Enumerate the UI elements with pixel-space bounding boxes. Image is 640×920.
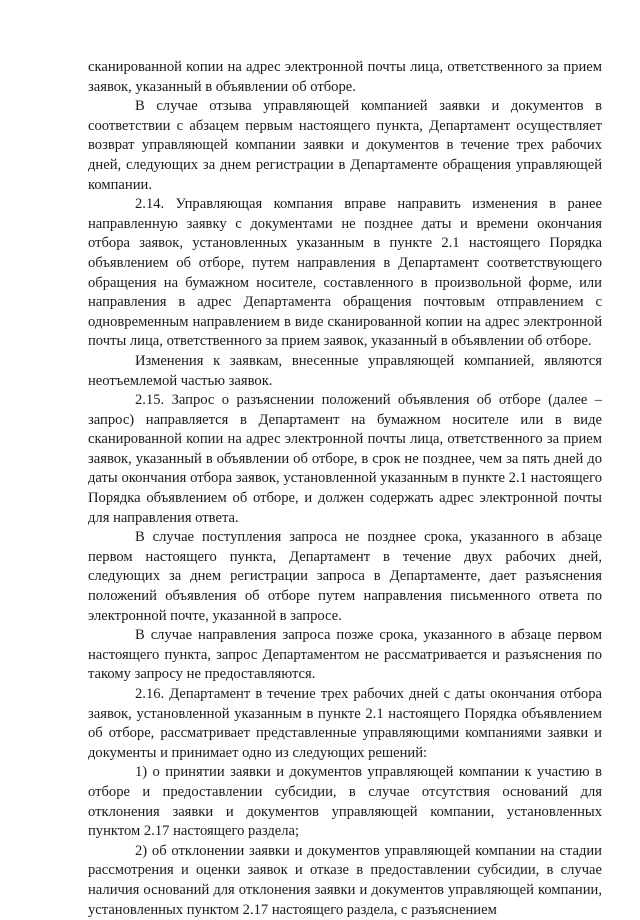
paragraph-2-15: 2.15. Запрос о разъяснении положений объявления об отборе (далее – запрос) направляется в Департамент на бумажном носителе или в виде сканированной копии на адрес электронной почты лица, ответственного за прием заявок, указанный в объявлении об отборе, в срок не позднее, чем за пять дней до даты окончания отбора заявок, установленной указанным в пункте 2.1 настоящего Порядка объявлением об отборе, и должен содержать адрес электронной почты для направления ответа.	[88, 392, 602, 526]
paragraph-request-received: В случае поступления запроса не позднее срока, указанного в абзаце первом настоящего пункта, Департамент в течение двух рабочих дней, следующих за днем регистрации запроса в Департаменте, дает разъяснения положений объявления об отборе путем направления письменного ответа по электронной почте, указанной в запросе.	[88, 529, 602, 624]
paragraph-decision-1: 1) о принятии заявки и документов управляющей компании к участию в отборе и предоставлении субсидии, в случае отсутствия оснований для отклонения заявки и документов управляющей компании, установленных пунктом 2.17 настоящего раздела;	[88, 764, 602, 840]
paragraph-2-14: 2.14. Управляющая компания вправе направить изменения в ранее направленную заявку с документами не позднее даты и времени окончания отбора заявок, установленных указанным в пункте 2.1 настоящего Порядка объявлением об отборе, путем направления в Департамент соответствующего обращения на бумажном носителе, составленного в произвольной форме, или направления в адрес Департамента обращения почтовым отправлением с одновременным направлением в виде сканированной копии на адрес электронной почты лица, ответственного за прием заявок, указанный в объявлении об отборе.	[88, 196, 602, 350]
paragraph-2-16: 2.16. Департамент в течение трех рабочих дней с даты окончания отбора заявок, установленной указанным в пункте 2.1 настоящего Порядка объявлением об отборе, рассматривает представленные управляющими компаниями заявки и документы и принимает одно из следующих решений:	[88, 686, 602, 761]
paragraph-request-late: В случае направления запроса позже срока, указанного в абзаце первом настоящего пункта, запрос Департаментом не рассматривается и разъяснения по такому запросу не предоставляются.	[88, 627, 602, 683]
paragraph-changes: Изменения к заявкам, внесенные управляющей компанией, являются неотъемлемой частью заявок.	[88, 352, 602, 389]
paragraph-continuation: сканированной копии на адрес электронной почты лица, ответственного за прием заявок, указанный в объявлении об отборе.	[88, 59, 602, 95]
paragraph-decision-2: 2) об отклонении заявки и документов управляющей компании на стадии рассмотрения и оценки заявок и отказе в предоставлении субсидии, в случае наличия оснований для отклонения заявки и документов управляющей компании, установленных пунктом 2.17 настоящего раздела, с разъяснением	[88, 842, 602, 918]
paragraph-withdrawal: В случае отзыва управляющей компанией заявки и документов в соответствии с абзацем первым настоящего пункта, Департамент осуществляет возврат управляющей компании заявки и документов в течение трех рабочих дней, следующих за днем регистрации в Департаменте обращения управляющей компании.	[88, 98, 602, 193]
